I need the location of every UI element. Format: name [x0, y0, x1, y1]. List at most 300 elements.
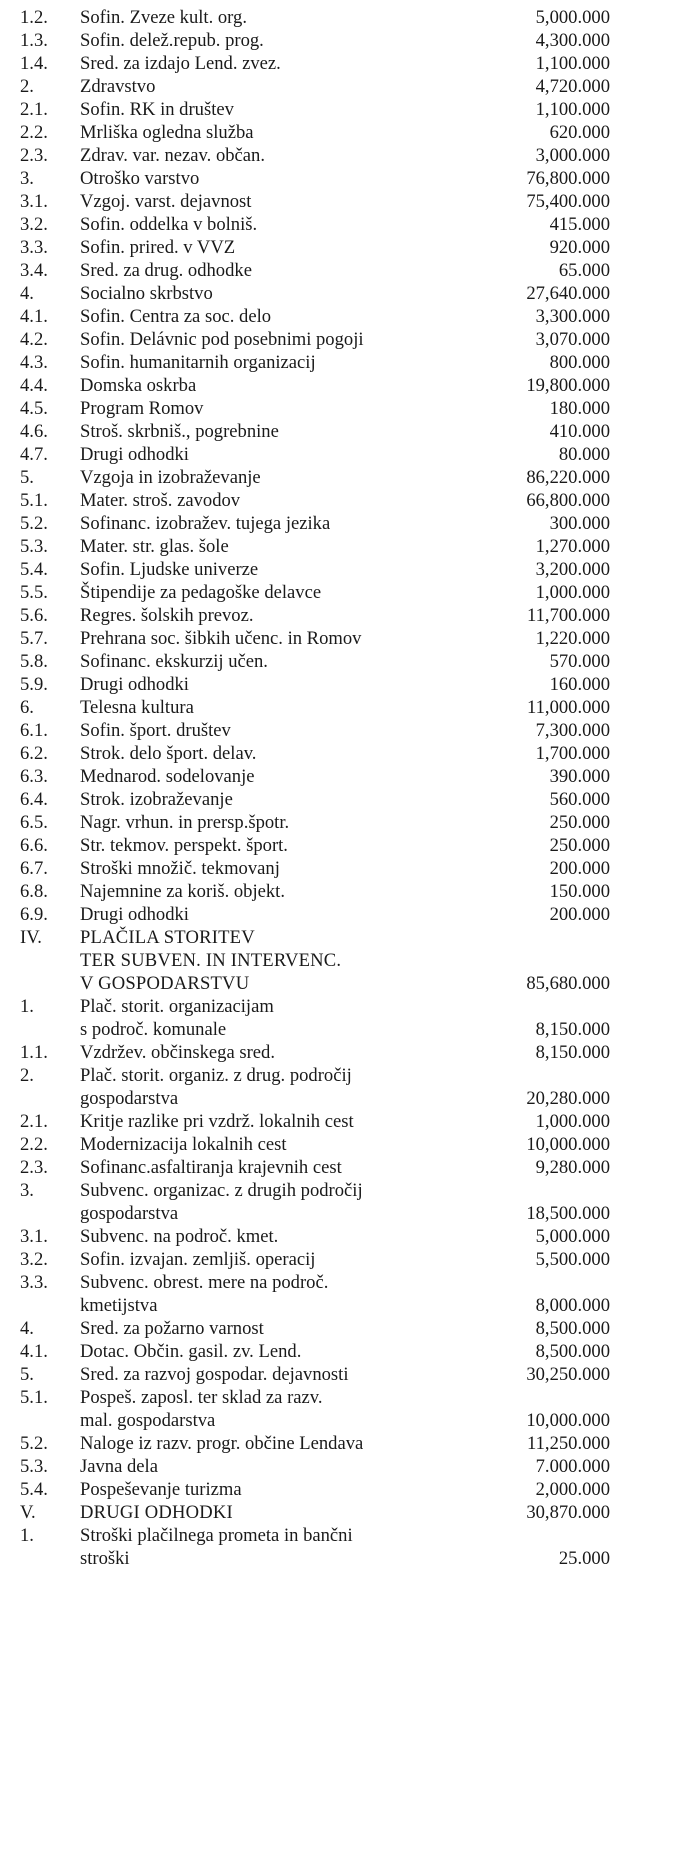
item-label	[80, 512, 480, 535]
item-number: 5.1.	[20, 1387, 48, 1408]
item-label-line: Vzgoj. varst. dejavnost	[80, 191, 252, 212]
item-number: 4.	[20, 283, 34, 304]
item-number: 5.	[20, 1364, 34, 1385]
item-label	[80, 167, 480, 190]
item-label-line: gospodarstva	[80, 1088, 179, 1109]
item-label-line: Naloge iz razv. progr. občine Lendava	[80, 1433, 364, 1454]
item-label-line: Drugi odhodki	[80, 444, 189, 465]
item-label	[80, 420, 480, 443]
item-amount: 8,500.000	[535, 1341, 610, 1362]
budget-row	[20, 1179, 669, 1225]
item-label	[80, 1271, 480, 1317]
item-label	[80, 765, 480, 788]
item-amount: 3,000.000	[535, 145, 610, 166]
item-label	[80, 1064, 480, 1110]
budget-row	[20, 328, 669, 351]
item-label-line: Domska oskrba	[80, 375, 197, 396]
budget-row	[20, 1041, 669, 1064]
budget-row	[20, 236, 669, 259]
item-label	[80, 857, 480, 880]
budget-row	[20, 535, 669, 558]
item-label-line: Sofin. humanitarnih organizacij	[80, 352, 316, 373]
item-amount: 160.000	[549, 674, 610, 695]
item-number: 3.2.	[20, 1249, 48, 1270]
item-amount: 2,000.000	[535, 1479, 610, 1500]
section-heading-row	[20, 926, 669, 995]
item-label	[80, 259, 480, 282]
item-amount: 800.000	[549, 352, 610, 373]
item-label	[80, 1041, 480, 1064]
item-label	[80, 903, 480, 926]
item-number: 1.4.	[20, 53, 48, 74]
item-amount: 410.000	[549, 421, 610, 442]
item-label	[80, 213, 480, 236]
item-label-line: Regres. šolskih prevoz.	[80, 605, 254, 626]
item-amount: 3,200.000	[535, 559, 610, 580]
budget-row	[20, 52, 669, 75]
budget-row	[20, 581, 669, 604]
item-number: 6.9.	[20, 904, 48, 925]
item-label	[80, 52, 480, 75]
item-label	[80, 1363, 480, 1386]
item-label-line: Sred. za razvoj gospodar. dejavnosti	[80, 1364, 349, 1385]
item-number: 3.1.	[20, 191, 48, 212]
budget-row	[20, 1478, 669, 1501]
item-amount: 65.000	[558, 260, 610, 281]
budget-row	[20, 880, 669, 903]
item-number: 5.8.	[20, 651, 48, 672]
item-label-line: Otroško varstvo	[80, 168, 200, 189]
item-amount: 76,800.000	[526, 168, 610, 189]
item-number: 4.	[20, 1318, 34, 1339]
item-label-line: Sofin. Zveze kult. org.	[80, 7, 247, 28]
item-amount: 3,070.000	[535, 329, 610, 350]
item-label-line: Subvenc. obrest. mere na področ.	[80, 1272, 329, 1293]
item-label-line: Štipendije za pedagoške delavce	[80, 582, 322, 603]
item-number: 4.3.	[20, 352, 48, 373]
item-number: 5.1.	[20, 490, 48, 511]
item-amount: 300.000	[549, 513, 610, 534]
item-label-line: Sofinanc.asfaltiranja krajevnih cest	[80, 1157, 342, 1178]
item-number: 2.2.	[20, 1134, 48, 1155]
item-number: 1.	[20, 1525, 34, 1546]
item-amount: 390.000	[549, 766, 610, 787]
item-number: 6.	[20, 697, 34, 718]
item-number: 6.2.	[20, 743, 48, 764]
item-amount: 415.000	[549, 214, 610, 235]
item-amount: 1,000.000	[535, 1111, 610, 1132]
item-label-line: Strok. delo šport. delav.	[80, 743, 257, 764]
item-label-line: Kritje razlike pri vzdrž. lokalnih cest	[80, 1111, 354, 1132]
item-number: 4.1.	[20, 1341, 48, 1362]
budget-row	[20, 1363, 669, 1386]
item-label-line: Sofin. prired. v VVZ	[80, 237, 236, 258]
item-amount: 30,250.000	[526, 1364, 610, 1385]
budget-row	[20, 1271, 669, 1317]
item-label-line: Mater. stroš. zavodov	[80, 490, 241, 511]
item-label-line: Nagr. vrhun. in prersp.špotr.	[80, 812, 290, 833]
budget-row	[20, 558, 669, 581]
item-number: 3.3.	[20, 1272, 48, 1293]
budget-row	[20, 397, 669, 420]
item-amount: 570.000	[549, 651, 610, 672]
item-amount: 4,720.000	[535, 76, 610, 97]
item-label	[80, 834, 480, 857]
item-label	[80, 29, 480, 52]
item-label-line: Stroški plačilnega prometa in bančni	[80, 1525, 353, 1546]
budget-row	[20, 673, 669, 696]
item-amount: 250.000	[549, 812, 610, 833]
item-label-line: Modernizacija lokalnih cest	[80, 1134, 287, 1155]
item-number: 5.6.	[20, 605, 48, 626]
item-amount: 4,300.000	[535, 30, 610, 51]
budget-row	[20, 75, 669, 98]
item-label	[80, 627, 480, 650]
budget-row	[20, 1248, 669, 1271]
item-number: 6.8.	[20, 881, 48, 902]
item-label-line: Sofin. oddelka v bolniš.	[80, 214, 258, 235]
item-amount: 30,870.000	[526, 1502, 610, 1523]
item-amount: 560.000	[549, 789, 610, 810]
item-label	[80, 121, 480, 144]
item-number: 6.7.	[20, 858, 48, 879]
item-number: 4.6.	[20, 421, 48, 442]
item-label	[80, 6, 480, 29]
item-label-line: Javna dela	[80, 1456, 158, 1477]
item-number: 5.7.	[20, 628, 48, 649]
budget-row	[20, 696, 669, 719]
item-label-line: mal. gospodarstva	[80, 1410, 216, 1431]
budget-row	[20, 420, 669, 443]
item-label-line: Sred. za drug. odhodke	[80, 260, 252, 281]
item-amount: 1,700.000	[535, 743, 610, 764]
item-label	[80, 926, 480, 995]
budget-row	[20, 282, 669, 305]
item-label	[80, 742, 480, 765]
budget-row	[20, 1133, 669, 1156]
item-label-line: Najemnine za koriš. objekt.	[80, 881, 285, 902]
budget-row	[20, 857, 669, 880]
item-label-line: Program Romov	[80, 398, 204, 419]
item-amount: 7.000.000	[535, 1456, 610, 1477]
budget-row	[20, 190, 669, 213]
item-label	[80, 719, 480, 742]
item-label	[80, 1501, 480, 1524]
item-amount: 5,500.000	[535, 1249, 610, 1270]
item-number: 6.4.	[20, 789, 48, 810]
item-label	[80, 305, 480, 328]
item-number: 4.1.	[20, 306, 48, 327]
item-label-line: Str. tekmov. perspekt. šport.	[80, 835, 288, 856]
item-number: 4.5.	[20, 398, 48, 419]
budget-row	[20, 719, 669, 742]
item-label-line: Sofin. delež.repub. prog.	[80, 30, 264, 51]
budget-row	[20, 29, 669, 52]
item-label-line: Stroš. skrbniš., pogrebnine	[80, 421, 279, 442]
item-label-line: Vzdržev. občinskega sred.	[80, 1042, 275, 1063]
budget-row	[20, 1386, 669, 1432]
item-label-line: DRUGI ODHODKI	[80, 1502, 233, 1523]
budget-row	[20, 788, 669, 811]
budget-row	[20, 1455, 669, 1478]
item-amount: 5,000.000	[535, 1226, 610, 1247]
budget-row	[20, 995, 669, 1041]
item-number: 2.2.	[20, 122, 48, 143]
item-label-line: Sred. za izdajo Lend. zvez.	[80, 53, 281, 74]
item-label-line: PLAČILA STORITEV	[80, 927, 255, 948]
item-label-line: Prehrana soc. šibkih učenc. in Romov	[80, 628, 362, 649]
item-label	[80, 650, 480, 673]
item-label-line: Subvenc. organizac. z drugih področij	[80, 1180, 363, 1201]
item-amount: 25.000	[558, 1548, 610, 1569]
item-label	[80, 581, 480, 604]
item-label-line: Subvenc. na področ. kmet.	[80, 1226, 279, 1247]
item-amount: 1,100.000	[535, 99, 610, 120]
item-label	[80, 558, 480, 581]
item-label	[80, 1478, 480, 1501]
item-label	[80, 1110, 480, 1133]
item-label	[80, 1133, 480, 1156]
item-label-line: TER SUBVEN. IN INTERVENC.	[80, 950, 342, 971]
item-amount: 85,680.000	[526, 973, 610, 994]
item-amount: 10,000.000	[526, 1410, 610, 1431]
item-label-line: Zdrav. var. nezav. občan.	[80, 145, 265, 166]
item-amount: 1,000.000	[535, 582, 610, 603]
item-label-line: Sofin. RK in društev	[80, 99, 234, 120]
item-label-line: Dotac. Občin. gasil. zv. Lend.	[80, 1341, 302, 1362]
item-amount: 18,500.000	[526, 1203, 610, 1224]
budget-row	[20, 650, 669, 673]
item-label-line: Mednarod. sodelovanje	[80, 766, 255, 787]
item-amount: 9,280.000	[535, 1157, 610, 1178]
item-amount: 20,280.000	[526, 1088, 610, 1109]
item-number: 3.2.	[20, 214, 48, 235]
item-label	[80, 604, 480, 627]
budget-row	[20, 121, 669, 144]
item-amount: 75,400.000	[526, 191, 610, 212]
item-number: 3.3.	[20, 237, 48, 258]
item-label-line: Sofin. izvajan. zemljiš. operacij	[80, 1249, 316, 1270]
item-amount: 200.000	[549, 858, 610, 879]
item-number: 5.4.	[20, 559, 48, 580]
budget-row	[20, 1156, 669, 1179]
item-label-line: Drugi odhodki	[80, 904, 189, 925]
item-label	[80, 1455, 480, 1478]
item-number: 6.5.	[20, 812, 48, 833]
item-amount: 1,220.000	[535, 628, 610, 649]
budget-row	[20, 351, 669, 374]
budget-row	[20, 512, 669, 535]
item-number: 1.	[20, 996, 34, 1017]
item-label	[80, 880, 480, 903]
budget-row	[20, 443, 669, 466]
item-amount: 27,640.000	[526, 283, 610, 304]
item-number: 2.1.	[20, 99, 48, 120]
item-number: 5.2.	[20, 513, 48, 534]
item-label-line: Sofin. Ljudske univerze	[80, 559, 259, 580]
item-label	[80, 489, 480, 512]
item-label	[80, 995, 480, 1041]
budget-row	[20, 1064, 669, 1110]
item-amount: 11,700.000	[527, 605, 610, 626]
item-label	[80, 1340, 480, 1363]
budget-row	[20, 742, 669, 765]
item-number: 5.4.	[20, 1479, 48, 1500]
budget-row	[20, 213, 669, 236]
item-label	[80, 144, 480, 167]
item-amount: 80.000	[558, 444, 610, 465]
item-number: 3.	[20, 1180, 34, 1201]
item-label	[80, 1179, 480, 1225]
item-number: 2.3.	[20, 1157, 48, 1178]
budget-row	[20, 1524, 669, 1570]
budget-row	[20, 1110, 669, 1133]
item-label-line: Stroški množič. tekmovanj	[80, 858, 280, 879]
budget-row	[20, 144, 669, 167]
item-number: 6.6.	[20, 835, 48, 856]
item-amount: 11,000.000	[527, 697, 610, 718]
item-label-line: s področ. komunale	[80, 1019, 227, 1040]
item-number: 3.	[20, 168, 34, 189]
item-label	[80, 1432, 480, 1455]
item-amount: 8,000.000	[535, 1295, 610, 1316]
item-label-line: gospodarstva	[80, 1203, 179, 1224]
item-label-line: Pospeš. zaposl. ter sklad za razv.	[80, 1387, 323, 1408]
item-number: 6.3.	[20, 766, 48, 787]
budget-row	[20, 604, 669, 627]
item-label	[80, 190, 480, 213]
item-label-line: Socialno skrbstvo	[80, 283, 213, 304]
item-label	[80, 1156, 480, 1179]
item-label-line: Sofinanc. ekskurzij učen.	[80, 651, 268, 672]
item-number: 5.9.	[20, 674, 48, 695]
item-label	[80, 374, 480, 397]
item-label	[80, 535, 480, 558]
item-label	[80, 696, 480, 719]
budget-row	[20, 1225, 669, 1248]
item-amount: 920.000	[549, 237, 610, 258]
budget-row	[20, 167, 669, 190]
item-amount: 3,300.000	[535, 306, 610, 327]
item-label	[80, 1386, 480, 1432]
item-label-line: kmetijstva	[80, 1295, 158, 1316]
item-amount: 250.000	[549, 835, 610, 856]
section-heading-row	[20, 1501, 669, 1524]
budget-row	[20, 903, 669, 926]
item-label	[80, 811, 480, 834]
item-label-line: V GOSPODARSTVU	[80, 973, 250, 994]
item-label-line: Sofin. Delávnic pod posebnimi pogoji	[80, 329, 364, 350]
item-amount: 200.000	[549, 904, 610, 925]
item-amount: 180.000	[549, 398, 610, 419]
item-amount: 620.000	[549, 122, 610, 143]
item-amount: 5,000.000	[535, 7, 610, 28]
item-number: 5.3.	[20, 536, 48, 557]
budget-row	[20, 1340, 669, 1363]
budget-row	[20, 374, 669, 397]
item-number: 3.4.	[20, 260, 48, 281]
item-amount: 19,800.000	[526, 375, 610, 396]
item-number: 2.3.	[20, 145, 48, 166]
item-number: 1.1.	[20, 1042, 48, 1063]
item-amount: 7,300.000	[535, 720, 610, 741]
item-label	[80, 236, 480, 259]
budget-row	[20, 305, 669, 328]
item-label	[80, 1225, 480, 1248]
item-number: 2.	[20, 1065, 34, 1086]
item-label	[80, 1317, 480, 1340]
item-label	[80, 443, 480, 466]
item-number: 4.7.	[20, 444, 48, 465]
item-label	[80, 328, 480, 351]
item-label-line: Mrliška ogledna služba	[80, 122, 254, 143]
item-label	[80, 1248, 480, 1271]
budget-row	[20, 1317, 669, 1340]
item-amount: 8,150.000	[535, 1042, 610, 1063]
item-amount: 8,500.000	[535, 1318, 610, 1339]
budget-row	[20, 811, 669, 834]
item-amount: 86,220.000	[526, 467, 610, 488]
item-label-line: stroški	[80, 1548, 130, 1569]
item-label-line: Drugi odhodki	[80, 674, 189, 695]
item-number: 5.	[20, 467, 34, 488]
item-label	[80, 466, 480, 489]
item-number: 6.1.	[20, 720, 48, 741]
item-number: 4.4.	[20, 375, 48, 396]
item-label-line: Sofinanc. izobražev. tujega jezika	[80, 513, 331, 534]
item-label-line: Mater. str. glas. šole	[80, 536, 229, 557]
item-label-line: Pospeševanje turizma	[80, 1479, 242, 1500]
budget-row	[20, 6, 669, 29]
item-number: V.	[20, 1502, 36, 1523]
item-amount: 150.000	[549, 881, 610, 902]
budget-row	[20, 627, 669, 650]
item-number: 4.2.	[20, 329, 48, 350]
item-number: 1.2.	[20, 7, 48, 28]
budget-row	[20, 765, 669, 788]
item-number: 2.1.	[20, 1111, 48, 1132]
item-label	[80, 788, 480, 811]
item-number: 5.2.	[20, 1433, 48, 1454]
item-label	[80, 98, 480, 121]
item-label-line: Strok. izobraževanje	[80, 789, 233, 810]
item-amount: 1,270.000	[535, 536, 610, 557]
item-amount: 10,000.000	[526, 1134, 610, 1155]
item-amount: 1,100.000	[535, 53, 610, 74]
budget-row	[20, 489, 669, 512]
item-label-line: Plač. storit. organizacijam	[80, 996, 274, 1017]
budget-row	[20, 98, 669, 121]
item-label	[80, 351, 480, 374]
item-number: 3.1.	[20, 1226, 48, 1247]
budget-row	[20, 466, 669, 489]
item-label	[80, 673, 480, 696]
item-label-line: Telesna kultura	[80, 697, 194, 718]
item-label-line: Sofin. šport. društev	[80, 720, 231, 741]
item-label	[80, 282, 480, 305]
item-amount: 8,150.000	[535, 1019, 610, 1040]
item-amount: 11,250.000	[527, 1433, 610, 1454]
item-label-line: Vzgoja in izobraževanje	[80, 467, 261, 488]
item-label	[80, 75, 480, 98]
budget-row	[20, 834, 669, 857]
item-number: 5.5.	[20, 582, 48, 603]
item-number: 1.3.	[20, 30, 48, 51]
item-number: IV.	[20, 927, 42, 948]
item-label-line: Sofin. Centra za soc. delo	[80, 306, 272, 327]
item-number: 2.	[20, 76, 34, 97]
item-label	[80, 1524, 480, 1570]
